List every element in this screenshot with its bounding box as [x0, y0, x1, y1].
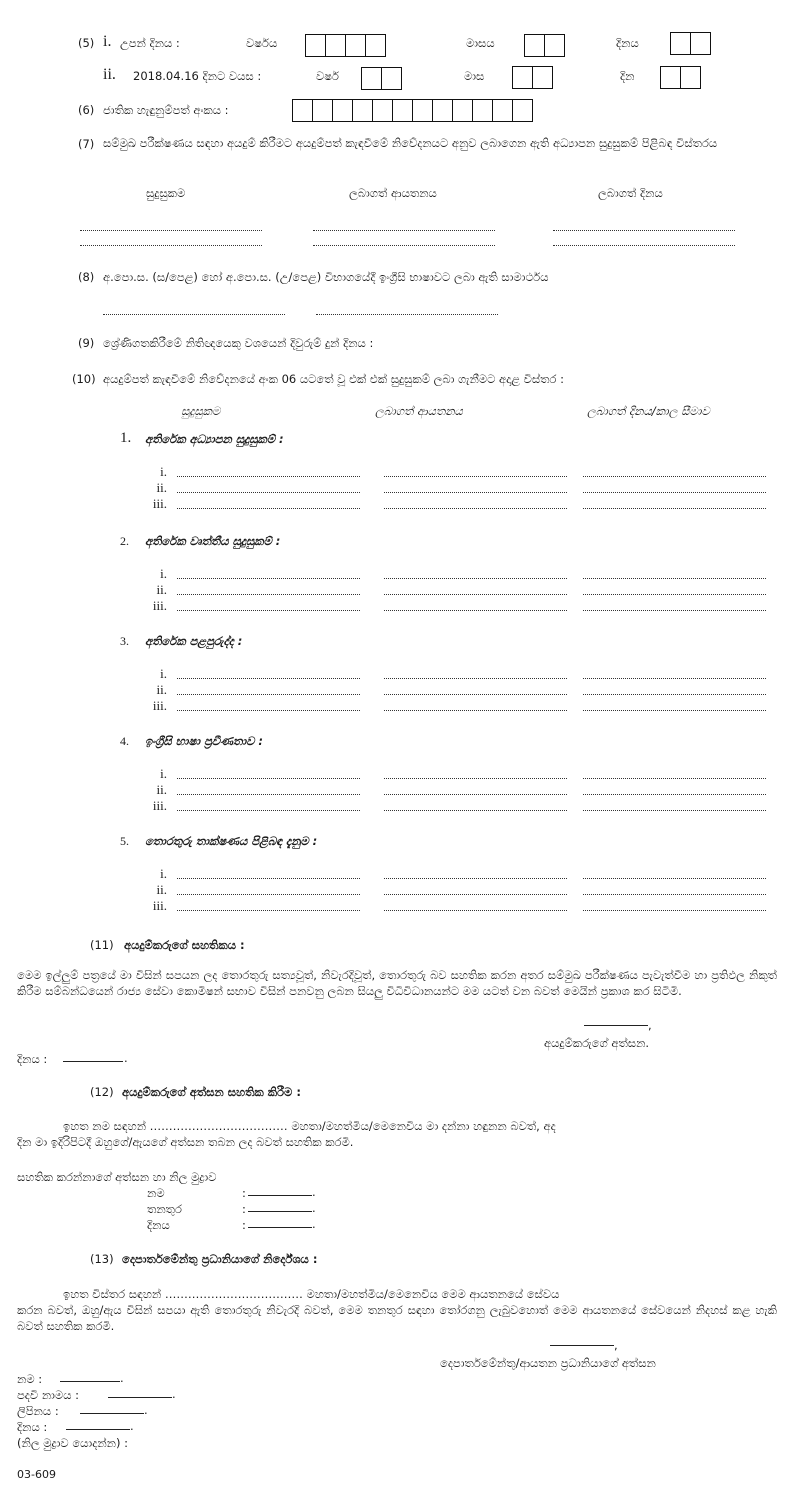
q10-qualification-line[interactable]	[177, 578, 360, 579]
q8-answer-line-2[interactable]	[316, 314, 498, 315]
q10-section-title: අතිරේක අධ්‍යාපන සුදුසුකම් :	[145, 432, 284, 446]
q7-qualification-line-2[interactable]	[80, 245, 262, 246]
q9-number: (9)	[78, 336, 95, 350]
q11-number: (11)	[90, 938, 114, 952]
q10-section-title: තොරතුරු තාක්ෂණය පිළිබඳ දැනුම :	[145, 834, 318, 848]
q10-number: (10)	[72, 372, 96, 386]
q8-number: (8)	[78, 270, 95, 284]
q10-qualification-line[interactable]	[177, 678, 360, 679]
applicant-signature-label: අයදුම්කරුගේ අත්සන.	[544, 1036, 650, 1050]
nic-boxes[interactable]	[292, 99, 533, 122]
q10-institute-line[interactable]	[384, 694, 567, 695]
certifier-name-line[interactable]	[248, 1195, 312, 1196]
q10-institute-line[interactable]	[384, 810, 567, 811]
q10-row-label: iii.	[152, 698, 167, 713]
age-year-boxes[interactable]	[361, 67, 402, 90]
q5-i-mark: i.	[103, 33, 112, 50]
birth-year-boxes[interactable]	[305, 34, 386, 57]
q10-col-institute: ලබාගත් ආයතනය	[375, 404, 463, 418]
q10-date-line[interactable]	[583, 594, 766, 595]
q7-date-line-1[interactable]	[553, 230, 735, 231]
certifier-label: සහතික කරන්නාගේ අත්සන හා නිල මුද්‍රාව	[17, 1170, 217, 1184]
q10-section-number: 3.	[120, 634, 129, 648]
q10-row-label: i.	[160, 766, 167, 781]
q10-qualification-line[interactable]	[177, 810, 360, 811]
q10-date-line[interactable]	[583, 778, 766, 779]
birth-year-label: වර්ෂය	[246, 36, 278, 50]
q10-date-line[interactable]	[583, 810, 766, 811]
age-day-label: දින	[620, 69, 635, 83]
birth-day-boxes[interactable]	[670, 32, 711, 55]
q10-row-label: i.	[160, 866, 167, 881]
head-designation-label: පදවි නාමය :	[17, 1388, 80, 1402]
q10-date-line[interactable]	[583, 894, 766, 895]
q10-date-line[interactable]	[583, 694, 766, 695]
q10-institute-line[interactable]	[384, 594, 567, 595]
q10-col-qualification: සුදුසුකම	[181, 404, 221, 418]
head-designation-line[interactable]	[108, 1397, 172, 1398]
nic-label: ජාතික හැඳුනුම්පත් අංකය :	[103, 103, 229, 117]
q10-row-label: iii.	[152, 798, 167, 813]
q10-qualification-line[interactable]	[177, 492, 360, 493]
q10-date-line[interactable]	[583, 678, 766, 679]
head-name-label: නම :	[17, 1372, 43, 1386]
head-date-label: දිනය :	[17, 1420, 48, 1434]
q7-qualification-line-1[interactable]	[80, 230, 262, 231]
q10-institute-line[interactable]	[384, 710, 567, 711]
q13-number: (13)	[90, 1252, 114, 1266]
certifier-post-colon: :	[242, 1202, 246, 1216]
q12-text-line-2: දින මා ඉදිරිපිටදී ඔහුගේ/ඇයගේ අත්සන තබන ලද බවත් සහතික කරමි.	[17, 1135, 354, 1149]
q10-institute-line[interactable]	[384, 678, 567, 679]
q8-answer-line-1[interactable]	[103, 314, 285, 315]
q10-qualification-line[interactable]	[177, 910, 360, 911]
q10-qualification-line[interactable]	[177, 610, 360, 611]
q10-date-line[interactable]	[583, 578, 766, 579]
applicant-signature-line[interactable]	[584, 1025, 648, 1026]
q10-section-number: 1.	[120, 430, 132, 446]
q10-row-label: ii.	[156, 882, 167, 897]
q10-institute-line[interactable]	[384, 578, 567, 579]
certifier-name-label: නම	[147, 1186, 165, 1200]
birth-day-label: දිනය	[616, 36, 639, 50]
q12-text-line-1: ඉහත නම සඳහන් ……………………………… මහතා/මහත්මිය/මෙනෙවිය මා දන්නා හඳුනන බවත්, අද	[63, 1119, 556, 1133]
q10-date-line[interactable]	[583, 878, 766, 879]
q10-institute-line[interactable]	[384, 492, 567, 493]
q10-date-line[interactable]	[583, 476, 766, 477]
q10-institute-line[interactable]	[384, 476, 567, 477]
q13-text-line-2: කරන බවත්, ඔහු/ඇය විසින් සපයා ඇති තොරතුරු නිවැරදි බවත්, මෙම තනතුර සඳහා තෝරගනු ලැබුවහොත් මෙම ආයතනයේ සේවයෙන් නිදහස් කළ හැකි බවත් සහතික කරමි.	[17, 1303, 777, 1333]
q10-row-label: iii.	[152, 898, 167, 913]
q10-section-number: 4.	[120, 734, 129, 748]
q10-institute-line[interactable]	[384, 910, 567, 911]
q13-text-line-1: ඉහත විස්තර සඳහන් ……………………………… මහතා/මහත්මිය/මෙනෙවිය මෙම ආයතනයේ සේවය	[63, 1287, 560, 1301]
q10-qualification-line[interactable]	[177, 594, 360, 595]
q10-institute-line[interactable]	[384, 794, 567, 795]
q10-row-label: iii.	[152, 598, 167, 613]
q10-row-label: ii.	[156, 682, 167, 697]
q7-institute-line-2[interactable]	[313, 245, 495, 246]
birth-month-label: මාසය	[466, 36, 495, 50]
q10-row-label: iii.	[152, 496, 167, 511]
q10-qualification-line[interactable]	[177, 778, 360, 779]
q6-number: (6)	[78, 103, 95, 117]
q10-row-label: ii.	[156, 480, 167, 495]
q10-qualification-line[interactable]	[177, 476, 360, 477]
form-code: 03-609	[17, 1468, 56, 1481]
q10-row-label: i.	[160, 666, 167, 681]
q9-text: ශ්‍රේණිගතකිරීමේ නිතිඥයෙකු වශයෙන් දිවුරුම් දුන් දිනය :	[103, 336, 374, 350]
q10-row-label: ii.	[156, 782, 167, 797]
q10-qualification-line[interactable]	[177, 894, 360, 895]
q10-qualification-line[interactable]	[177, 710, 360, 711]
q10-col-date-period: ලබාගත් දිනය/කාල සීමාව	[587, 404, 710, 418]
official-seal-label: (නිල මුද්‍රාව යොදන්න) :	[17, 1436, 129, 1450]
q7-number: (7)	[78, 137, 95, 151]
certifier-name-colon: :	[242, 1186, 246, 1200]
q12-title: අයදුම්කරුගේ අත්සන සහතික කිරීම :	[122, 1085, 301, 1099]
q10-qualification-line[interactable]	[177, 508, 360, 509]
q10-institute-line[interactable]	[384, 610, 567, 611]
head-date-line[interactable]	[66, 1429, 130, 1430]
certifier-post-label: තනතුර	[147, 1202, 182, 1216]
q10-section-title: අතිරේක පළපුරුද්ද :	[145, 634, 243, 648]
q11-date-label: දිනය :	[17, 1052, 48, 1066]
head-address-line[interactable]	[80, 1413, 144, 1414]
q11-title: අයදුම්කරුගේ සහතිකය :	[124, 938, 245, 952]
q5-number: (5)	[78, 36, 95, 50]
q10-qualification-line[interactable]	[177, 694, 360, 695]
q10-row-label: i.	[160, 566, 167, 581]
q10-institute-line[interactable]	[384, 508, 567, 509]
q8-text: අ.පො.ස. (ස/පෙළ) හෝ අ.පො.ස. (උ/පෙළ) විභාගයේදී ඉංග්‍රීසි භාෂාවට ලබා ඇති සාමාර්ථය	[103, 270, 549, 284]
birth-month-boxes[interactable]	[524, 34, 565, 57]
head-signature-label: දෙපාර්තමේන්තු/ආයතන ප්‍රධානියාගේ අත්සන	[440, 1356, 656, 1370]
head-name-line[interactable]	[60, 1381, 120, 1382]
q10-date-line[interactable]	[583, 710, 766, 711]
q7-date-line-2[interactable]	[553, 245, 735, 246]
q10-institute-line[interactable]	[384, 778, 567, 779]
q13-title: දෙපාර්තමේන්තු ප්‍රධානියාගේ නිර්දේශය :	[122, 1252, 318, 1266]
q10-section-title: අතිරේක වෘත්තීය සුදුසුකම් :	[145, 534, 281, 548]
q10-section-number: 2.	[120, 534, 129, 548]
q11-declaration: මෙම ඉල්ලුම් පත්‍රයේ මා විසින් සපයන ලද තොරතුරු සත්‍යවූත්, නිවැරදිවූත්, තොරතුරු බව සහතික කරන අතර සම්මුඛ පරීක්ෂණය පැවැත්වීම හා ප්‍රතිඵල නිකුත් කිරීම සම්බන්ධයෙන් රාජ්‍ය සේවා කොමිෂන් සභාව විසින් පනවනු ලබන සියලු විධිවිධානයන්ට මම යටත් වන බවත් මෙයින් ප්‍රකාශ කර සිටිමි.	[17, 968, 777, 998]
q7-col-institute: ලබාගත් ආයතනය	[349, 186, 437, 200]
q10-date-line[interactable]	[583, 794, 766, 795]
head-signature-line[interactable]	[550, 1345, 614, 1346]
q10-qualification-line[interactable]	[177, 794, 360, 795]
certifier-date-label: දිනය	[147, 1218, 170, 1232]
age-day-boxes[interactable]	[660, 66, 701, 89]
certifier-date-line[interactable]	[248, 1227, 312, 1228]
age-year-label: වර්ෂ	[316, 69, 339, 83]
q10-institute-line[interactable]	[384, 894, 567, 895]
q7-institute-line-1[interactable]	[313, 230, 495, 231]
q10-date-line[interactable]	[583, 610, 766, 611]
q10-row-label: ii.	[156, 582, 167, 597]
q11-date-end: .	[124, 1051, 128, 1065]
q10-section-number: 5.	[120, 834, 129, 848]
q10-date-line[interactable]	[583, 492, 766, 493]
q7-col-date: ලබාගත් දිනය	[598, 186, 663, 200]
age-label: 2018.04.16 දිනට වයස :	[133, 69, 262, 83]
q12-number: (12)	[90, 1085, 114, 1099]
q10-text: අයදුම්පත් කැඳවීමේ නිවේදනයේ අංක 06 යටතේ වූ එක් එක් සුදුසුකම් ලබා ගැනීමට අදාළ විස්තර :	[103, 372, 564, 386]
head-address-label: ලිපිනය :	[17, 1404, 59, 1418]
q10-section-title: ඉංග්‍රීසි භාෂා ප්‍රවීණතාව :	[145, 734, 263, 748]
q11-date-line[interactable]	[63, 1061, 123, 1062]
q10-row-label: i.	[160, 464, 167, 479]
age-month-boxes[interactable]	[512, 66, 553, 89]
certifier-date-colon: :	[242, 1218, 246, 1232]
q5-ii-mark: ii.	[103, 66, 116, 83]
q10-qualification-line[interactable]	[177, 878, 360, 879]
q7-text: සම්මුඛ පරීක්ෂණය සඳහා අයදුම් කිරීමට අයදුම්පත් කැඳවීමේ නිවේදනයට අනුව ලබාගෙන ඇති අධ්‍යාපන සුදුසුකම් පිළිබඳ විස්තරය	[103, 136, 718, 150]
q10-date-line[interactable]	[583, 508, 766, 509]
q10-institute-line[interactable]	[384, 878, 567, 879]
certifier-post-line[interactable]	[248, 1211, 312, 1212]
head-signature-comma: ,	[614, 1338, 618, 1352]
q7-col-qualification: සුදුසුකම	[146, 186, 186, 200]
q10-date-line[interactable]	[583, 910, 766, 911]
applicant-signature-comma: ,	[648, 1018, 652, 1032]
age-month-label: මාස	[464, 69, 485, 83]
birth-date-label: උපන් දිනය :	[120, 36, 180, 50]
